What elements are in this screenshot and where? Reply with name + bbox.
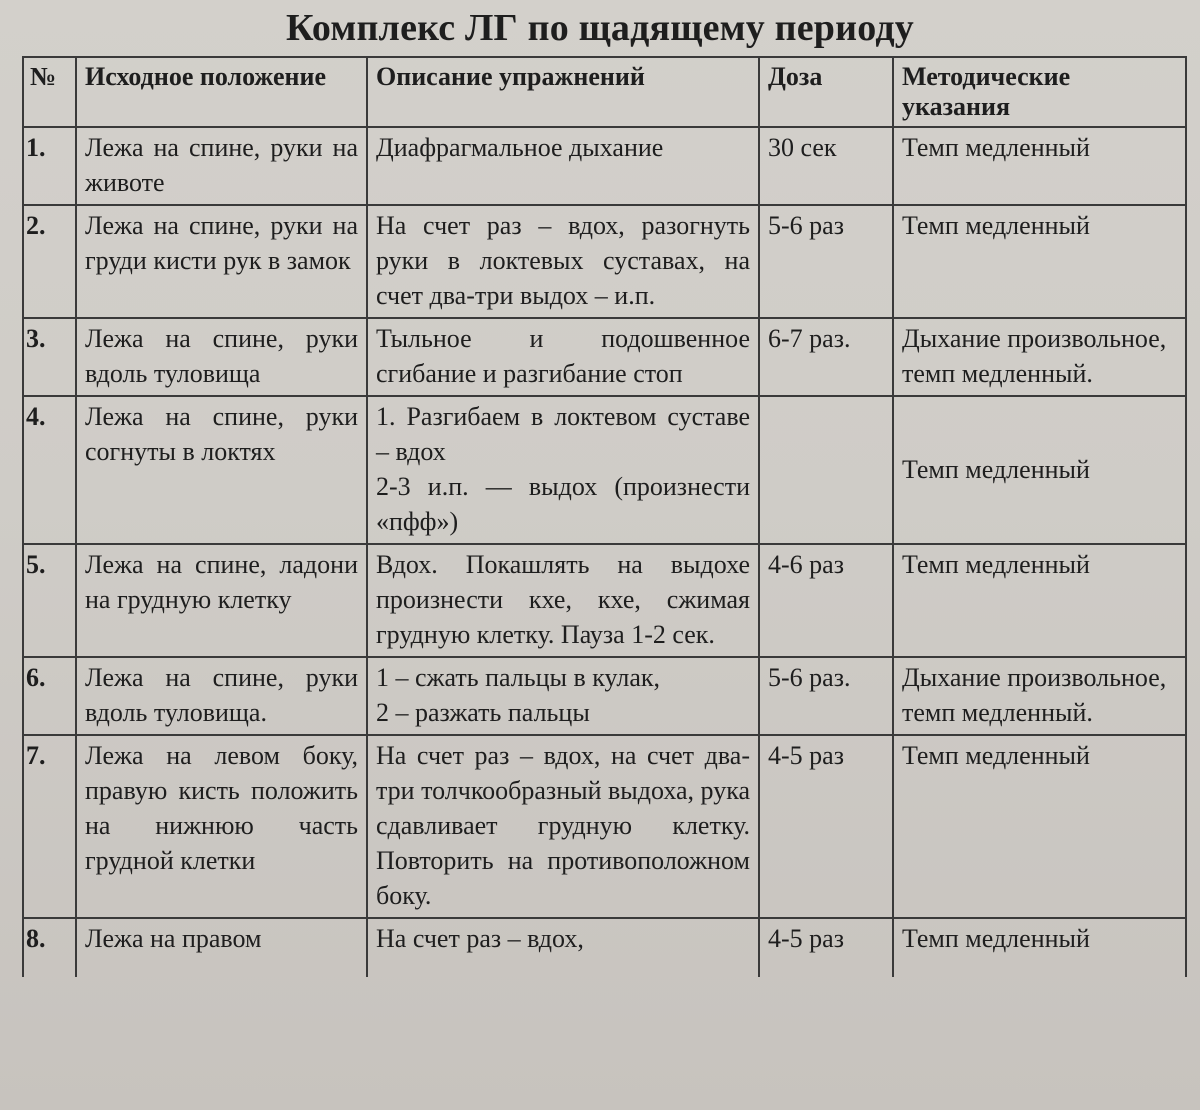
notes-cell: Темп медленный <box>893 396 1186 544</box>
start-position-cell: Лежа на спине, руки согнуты в локтях <box>76 396 367 544</box>
table-row <box>23 918 1186 977</box>
dose-cell: 6-7 раз. <box>759 318 893 396</box>
start-position-cell: Лежа на спине, руки вдоль туловища <box>76 318 367 396</box>
header-dose: Доза <box>759 57 893 127</box>
row-number: 6. <box>23 657 76 735</box>
row-number: 7. <box>23 735 76 918</box>
dose-cell: 4-5 раз <box>759 735 893 918</box>
description-cell: На счет раз – вдох, <box>367 918 759 977</box>
description-line: 1 – сжать пальцы в кулак, <box>376 663 661 692</box>
table-row <box>23 544 1186 657</box>
start-position-cell: Лежа на спине, руки на животе <box>76 127 367 205</box>
header-start-position: Исходное положение <box>76 57 367 127</box>
description-cell <box>367 396 759 544</box>
header-description: Описание упражнений <box>367 57 759 127</box>
start-position-cell: Лежа на спине, руки вдоль туловища. <box>76 657 367 735</box>
notes-cell: Темп медленный <box>893 127 1186 205</box>
description-line: 1. Разгибаем в локтевом суставе – вдох <box>376 402 750 466</box>
table-row <box>23 205 1186 318</box>
row-number: 8. <box>23 918 76 977</box>
table-row <box>23 735 1186 918</box>
dose-cell <box>759 396 893 544</box>
dose-cell: 5-6 раз. <box>759 657 893 735</box>
notes-cell: Дыхание произвольное, темп медленный. <box>893 657 1186 735</box>
start-position-cell: Лежа на левом боку, правую кисть положить на нижнюю часть грудной клетки <box>76 735 367 918</box>
description-cell: На счет раз – вдох, на счет два-три толчкообразный выдоха, рука сдавливает грудную клетку. Повторить на противоположном боку. <box>367 735 759 918</box>
description-cell: Тыльное и подошвенное сгибание и разгибание стоп <box>367 318 759 396</box>
row-number: 3. <box>23 318 76 396</box>
document-title: Комплекс ЛГ по щадящему периоду <box>286 7 914 49</box>
table-row <box>23 657 1186 735</box>
notes-cell: Дыхание произвольное, темп медленный. <box>893 318 1186 396</box>
header-notes: Методические указания <box>893 57 1186 127</box>
table-header-row <box>23 57 1186 127</box>
description-line: 2-3 и.п. — выдох (произнести «пфф») <box>376 472 750 536</box>
start-position-cell: Лежа на спине, руки на груди кисти рук в замок <box>76 205 367 318</box>
description-cell: Диафрагмальное дыхание <box>367 127 759 205</box>
row-number: 4. <box>23 396 76 544</box>
description-cell <box>367 657 759 735</box>
dose-cell: 4-6 раз <box>759 544 893 657</box>
description-cell: Вдох. Покашлять на выдохе произнести кхе, кхе, сжимая грудную клетку. Пауза 1-2 сек. <box>367 544 759 657</box>
notes-cell: Темп медленный <box>893 544 1186 657</box>
table-row <box>23 396 1186 544</box>
start-position-cell: Лежа на спине, ладони на грудную клетку <box>76 544 367 657</box>
description-line: 2 – разжать пальцы <box>376 698 590 727</box>
notes-cell: Темп медленный <box>893 735 1186 918</box>
row-number: 1. <box>23 127 76 205</box>
dose-cell: 5-6 раз <box>759 205 893 318</box>
notes-cell: Темп медленный <box>893 918 1186 977</box>
header-number: № <box>23 57 76 127</box>
table-row <box>23 318 1186 396</box>
row-number: 2. <box>23 205 76 318</box>
dose-cell: 4-5 раз <box>759 918 893 977</box>
table-row <box>23 127 1186 205</box>
exercise-table <box>22 56 1187 977</box>
description-cell: На счет раз – вдох, разогнуть руки в локтевых суставах, на счет два-три выдох – и.п. <box>367 205 759 318</box>
start-position-cell: Лежа на правом <box>76 918 367 977</box>
notes-cell: Темп медленный <box>893 205 1186 318</box>
dose-cell: 30 сек <box>759 127 893 205</box>
row-number: 5. <box>23 544 76 657</box>
